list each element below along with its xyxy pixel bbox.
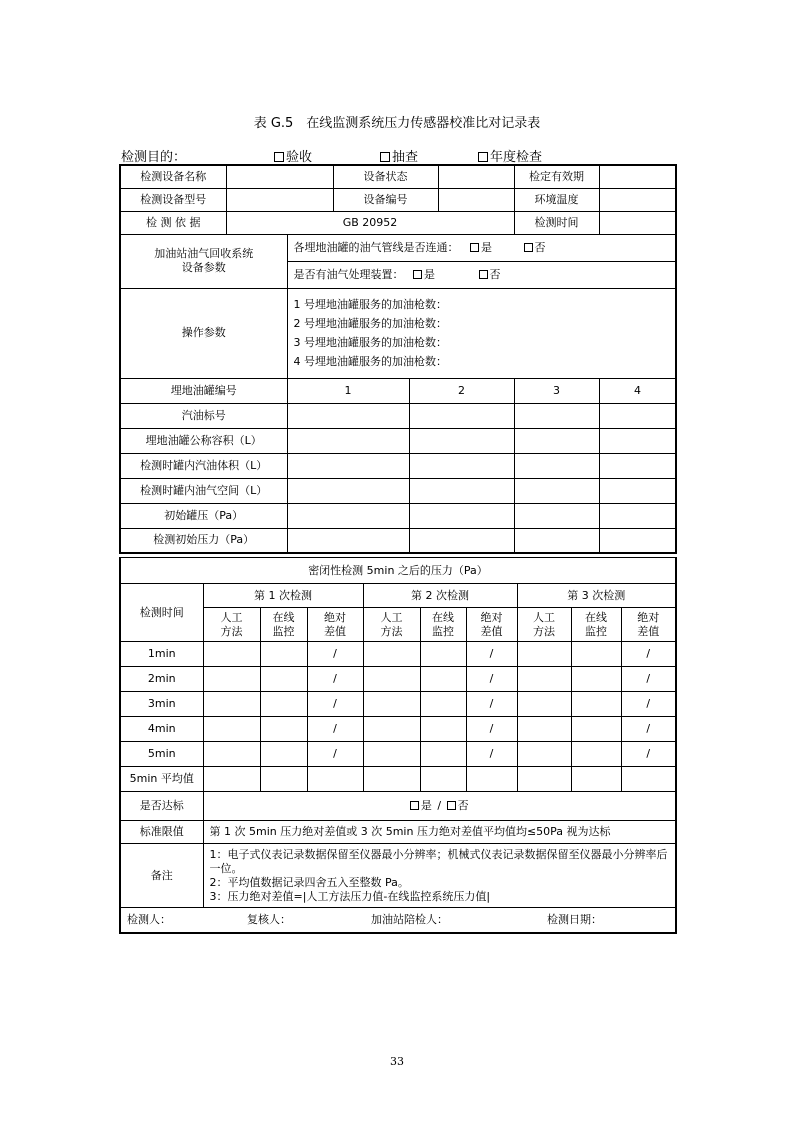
pressure-cell[interactable] — [260, 742, 307, 767]
basis-value: GB 20952 — [226, 211, 514, 234]
test-purpose-row — [121, 146, 681, 164]
tank-cell[interactable] — [514, 528, 599, 553]
equip-name-input[interactable] — [226, 165, 333, 188]
slash-cell: / — [307, 667, 363, 692]
tank-row — [120, 503, 676, 528]
checkbox-icon[interactable] — [470, 243, 479, 252]
tank-cell[interactable] — [514, 453, 599, 478]
pressure-cell[interactable] — [420, 742, 466, 767]
subheader-manual: 人工 方法 — [363, 608, 420, 642]
slash-cell: / — [307, 642, 363, 667]
test-date-label: 检测日期： — [547, 912, 602, 926]
reviewer-label: 复核人： — [247, 912, 291, 926]
pressure-cell[interactable] — [363, 717, 420, 742]
tank-cell[interactable] — [287, 453, 409, 478]
tank-row-label: 汽油标号 — [120, 403, 287, 428]
operation-line: 4 号埋地油罐服务的加油枪数： — [293, 355, 447, 368]
checkbox-icon[interactable] — [274, 152, 284, 162]
notes-label: 备注 — [120, 844, 203, 908]
checkbox-icon[interactable] — [413, 270, 422, 279]
slash-cell: / — [466, 692, 517, 717]
subheader-abs-diff: 绝对 差值 — [307, 608, 363, 642]
equip-name-label: 检测设备名称 — [120, 165, 226, 188]
tank-cell[interactable] — [287, 428, 409, 453]
compliance-options: 是 / 否 — [203, 792, 676, 821]
subheader-abs-diff: 绝对 差值 — [621, 608, 676, 642]
pressure-cell[interactable] — [517, 692, 571, 717]
note-line: 1：电子式仪表记录数据保留至仪器最小分辨率；机械式仪表记录数据保留至仪器最小分辨率后一位。 — [209, 847, 668, 875]
checkbox-icon[interactable] — [410, 801, 419, 810]
slash-cell: / — [307, 742, 363, 767]
tank-row-label: 初始罐压（Pa） — [120, 503, 287, 528]
pressure-cell[interactable] — [363, 742, 420, 767]
record-table-upper — [119, 164, 677, 554]
compliance-label: 是否达标 — [120, 792, 203, 821]
device-yes-option[interactable]: 是 — [413, 268, 435, 281]
checkbox-icon[interactable] — [524, 243, 533, 252]
average-cell[interactable] — [466, 767, 517, 792]
note-line: 3：压力绝对差值=|人工方法压力值-在线监控系统压力值| — [209, 889, 491, 903]
minute-row — [120, 667, 676, 692]
operation-label: 操作参数 — [120, 288, 287, 378]
compliance-no-option[interactable]: 否 — [447, 799, 469, 812]
minute-row — [120, 642, 676, 667]
signature-row — [120, 908, 676, 933]
test-time-label: 检测时间 — [514, 211, 599, 234]
tank-cell[interactable] — [409, 428, 514, 453]
tank-cell[interactable] — [599, 428, 676, 453]
checkbox-icon[interactable] — [447, 801, 456, 810]
env-temp-input[interactable] — [599, 188, 676, 211]
average-cell[interactable] — [260, 767, 307, 792]
pressure-cell[interactable] — [203, 692, 260, 717]
minute-label: 3min — [120, 692, 203, 717]
system-param-row-1 — [120, 234, 676, 261]
operation-line: 3 号埋地油罐服务的加油枪数： — [293, 336, 447, 349]
equip-row-1 — [120, 165, 676, 188]
slash-cell: / — [466, 642, 517, 667]
minute-label: 4min — [120, 717, 203, 742]
station-escort-label: 加油站陪检人： — [371, 912, 448, 926]
tank-cell[interactable] — [287, 478, 409, 503]
average-cell[interactable] — [571, 767, 621, 792]
test-header-row — [120, 584, 676, 608]
equip-no-input[interactable] — [438, 188, 514, 211]
pressure-cell[interactable] — [517, 667, 571, 692]
tank-row-label: 检测初始压力（Pa） — [120, 528, 287, 553]
tank-cell[interactable] — [599, 478, 676, 503]
equip-row-2 — [120, 188, 676, 211]
slash-cell: / — [466, 717, 517, 742]
purpose-option-spot-check[interactable]: 抽查 — [380, 146, 418, 165]
test-header: 第 3 次检测 — [517, 584, 676, 608]
pressure-section-title: 密闭性检测 5min 之后的压力（Pa） — [120, 558, 676, 584]
equip-model-input[interactable] — [226, 188, 333, 211]
tank-number: 4 — [599, 378, 676, 403]
average-cell[interactable] — [363, 767, 420, 792]
test-subheader-row — [120, 608, 676, 642]
tank-cell[interactable] — [599, 528, 676, 553]
average-cell[interactable] — [203, 767, 260, 792]
pressure-cell[interactable] — [571, 642, 621, 667]
equip-model-label: 检测设备型号 — [120, 188, 226, 211]
page-title: 表 G.5 在线监测系统压力传感器校准比对记录表 — [253, 116, 541, 131]
pressure-title-row — [120, 558, 676, 584]
operation-line: 1 号埋地油罐服务的加油枪数： — [293, 298, 447, 311]
pressure-cell[interactable] — [571, 667, 621, 692]
tank-cell[interactable] — [599, 403, 676, 428]
notes-text — [203, 844, 676, 908]
tank-row-label: 检测时罐内油气空间（L） — [120, 478, 287, 503]
tank-row — [120, 428, 676, 453]
pressure-cell[interactable] — [420, 717, 466, 742]
equip-no-label: 设备编号 — [333, 188, 438, 211]
slash-cell: / — [621, 692, 676, 717]
pressure-cell[interactable] — [260, 642, 307, 667]
tank-number-label: 埋地油罐编号 — [120, 378, 287, 403]
checkbox-icon[interactable] — [380, 152, 390, 162]
average-cell[interactable] — [517, 767, 571, 792]
standard-text: 第 1 次 5min 压力绝对差值或 3 次 5min 压力绝对差值平均值均≤50Pa 视为达标 — [203, 821, 676, 844]
pressure-cell[interactable] — [203, 717, 260, 742]
tank-row — [120, 453, 676, 478]
pressure-cell[interactable] — [260, 717, 307, 742]
env-temp-label: 环境温度 — [514, 188, 599, 211]
tank-cell[interactable] — [287, 503, 409, 528]
equip-status-input[interactable] — [438, 165, 514, 188]
device-no-option[interactable]: 否 — [479, 268, 501, 281]
pressure-cell[interactable] — [517, 742, 571, 767]
pressure-cell[interactable] — [203, 642, 260, 667]
pressure-cell[interactable] — [571, 717, 621, 742]
average-cell[interactable] — [420, 767, 466, 792]
system-params-label: 加油站油气回收系统 设备参数 — [120, 234, 287, 288]
average-row — [120, 767, 676, 792]
inspector-label: 检测人： — [127, 912, 171, 926]
tank-cell[interactable] — [409, 478, 514, 503]
subheader-online: 在线 监控 — [420, 608, 466, 642]
standard-row — [120, 821, 676, 844]
tank-cell[interactable] — [287, 528, 409, 553]
pressure-cell[interactable] — [363, 667, 420, 692]
tank-number: 3 — [514, 378, 599, 403]
tank-row-label: 埋地油罐公称容积（L） — [120, 428, 287, 453]
compliance-row — [120, 792, 676, 821]
pressure-cell[interactable] — [517, 717, 571, 742]
pressure-cell[interactable] — [363, 692, 420, 717]
processing-device-question: 是否有油气处理装置： 是 否 — [287, 261, 676, 288]
tank-cell[interactable] — [514, 403, 599, 428]
slash-cell: / — [621, 742, 676, 767]
tank-cell[interactable] — [409, 403, 514, 428]
slash-cell: / — [466, 667, 517, 692]
average-label: 5min 平均值 — [120, 767, 203, 792]
pipeline-yes-option[interactable]: 是 — [470, 241, 492, 254]
subheader-manual: 人工 方法 — [517, 608, 571, 642]
operation-row — [120, 288, 676, 378]
tank-row — [120, 403, 676, 428]
checkbox-icon[interactable] — [479, 270, 488, 279]
tank-cell[interactable] — [409, 528, 514, 553]
tank-cell[interactable] — [514, 478, 599, 503]
pressure-cell[interactable] — [420, 667, 466, 692]
pressure-cell[interactable] — [203, 742, 260, 767]
test-header: 第 1 次检测 — [203, 584, 363, 608]
basis-label: 检 测 依 据 — [120, 211, 226, 234]
tank-cell[interactable] — [287, 403, 409, 428]
minute-label: 5min — [120, 742, 203, 767]
tank-cell[interactable] — [599, 453, 676, 478]
signature-line — [120, 908, 676, 933]
valid-period-label: 检定有效期 — [514, 165, 599, 188]
purpose-option-annual[interactable]: 年度检查 — [478, 146, 542, 165]
pipeline-connected-question: 各埋地油罐的油气管线是否连通： 是 否 — [287, 234, 676, 261]
notes-row — [120, 844, 676, 908]
subheader-online: 在线 监控 — [260, 608, 307, 642]
record-table-lower — [119, 557, 677, 934]
slash-cell: / — [621, 642, 676, 667]
equip-status-label: 设备状态 — [333, 165, 438, 188]
tank-cell[interactable] — [514, 428, 599, 453]
subheader-abs-diff: 绝对 差值 — [466, 608, 517, 642]
pressure-cell[interactable] — [363, 642, 420, 667]
slash-cell: / — [307, 717, 363, 742]
tank-row — [120, 478, 676, 503]
pressure-cell[interactable] — [420, 642, 466, 667]
tank-number: 1 — [287, 378, 409, 403]
standard-label: 标准限值 — [120, 821, 203, 844]
subheader-online: 在线 监控 — [571, 608, 621, 642]
minute-label: 2min — [120, 667, 203, 692]
valid-period-input[interactable] — [599, 165, 676, 188]
tank-row-label: 检测时罐内汽油体积（L） — [120, 453, 287, 478]
tank-number-row — [120, 378, 676, 403]
operation-line: 2 号埋地油罐服务的加油枪数： — [293, 317, 447, 330]
basis-row — [120, 211, 676, 234]
test-header: 第 2 次检测 — [363, 584, 517, 608]
tank-cell[interactable] — [514, 503, 599, 528]
slash-cell: / — [621, 717, 676, 742]
average-cell[interactable] — [621, 767, 676, 792]
pressure-cell[interactable] — [260, 692, 307, 717]
checkbox-icon[interactable] — [478, 152, 488, 162]
tank-row — [120, 528, 676, 553]
pipeline-no-option[interactable]: 否 — [524, 241, 546, 254]
test-time-input[interactable] — [599, 211, 676, 234]
slash-cell: / — [466, 742, 517, 767]
pressure-cell[interactable] — [203, 667, 260, 692]
pressure-cell[interactable] — [517, 642, 571, 667]
minute-label: 1min — [120, 642, 203, 667]
note-line: 2：平均值数据记录四舍五入至整数 Pa。 — [209, 875, 409, 889]
pressure-cell[interactable] — [420, 692, 466, 717]
tank-cell[interactable] — [409, 503, 514, 528]
test-time-label: 检测时间 — [120, 584, 203, 642]
operation-lines — [287, 288, 676, 378]
compliance-yes-option[interactable]: 是 — [410, 799, 432, 812]
minute-row — [120, 692, 676, 717]
average-cell[interactable] — [307, 767, 363, 792]
subheader-manual: 人工 方法 — [203, 608, 260, 642]
slash-cell: / — [307, 692, 363, 717]
page-number: 33 — [390, 1055, 404, 1068]
pressure-cell[interactable] — [571, 692, 621, 717]
slash-cell: / — [621, 667, 676, 692]
pressure-cell[interactable] — [571, 742, 621, 767]
purpose-label: 检测目的： — [121, 150, 187, 165]
tank-number: 2 — [409, 378, 514, 403]
tank-cell[interactable] — [409, 453, 514, 478]
purpose-option-acceptance[interactable]: 验收 — [274, 146, 312, 165]
minute-row — [120, 717, 676, 742]
pressure-cell[interactable] — [260, 667, 307, 692]
tank-cell[interactable] — [599, 503, 676, 528]
minute-row — [120, 742, 676, 767]
